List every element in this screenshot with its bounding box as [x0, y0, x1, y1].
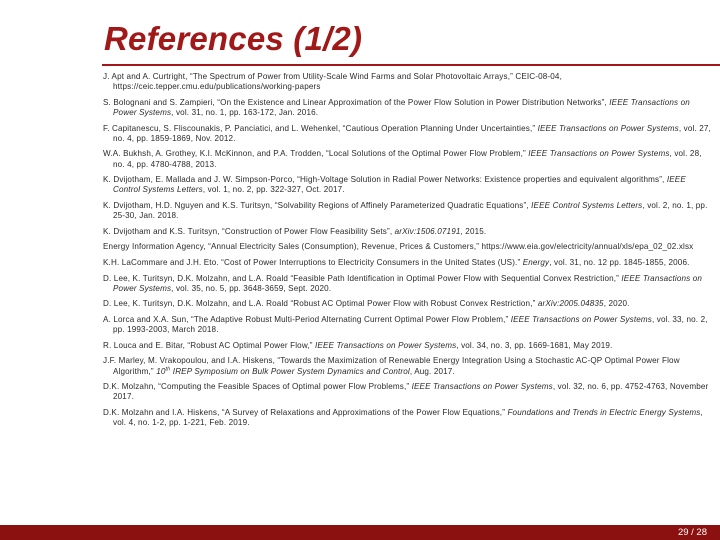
reference-text: K.H. LaCommare and J.H. Eto. “Cost of Power Interruptions to Electricity Consumers in the United States (US).” [103, 257, 523, 267]
reference-details: , vol. 4, no. 1-2, pp. 1-221, Feb. 2019. [113, 407, 703, 428]
reference-details: , 2015. [460, 226, 487, 236]
reference-item [103, 382, 711, 402]
reference-details: , vol. 33, no. 2, pp. 1993-2003, March 2018. [113, 314, 708, 335]
section-label: References [10, 502, 87, 519]
slide-title: References (1/2) [104, 20, 363, 57]
reference-venue: IEEE Transactions on Power Systems [411, 382, 553, 392]
reference-item [103, 315, 711, 335]
footer-bar [0, 525, 720, 540]
reference-text: F. Capitanescu, S. Fliscounakis, P. Panciatici, and L. Wehenkel, “Cautious Operation Planning Under Uncertainties,” [103, 123, 538, 133]
reference-venue: IEEE Transactions on Power Systems [315, 340, 457, 350]
reference-text: D. Lee, K. Turitsyn, D.K. Molzahn, and L.A. Roald “Robust AC Optimal Power Flow with Robust Convex Restriction,” [103, 299, 538, 309]
reference-text: J. Apt and A. Curtright, “The Spectrum of Power from Utility-Scale Wind Farms and Solar Photovoltaic Arrays,” CEIC-08-04, https://ceic.tepper.cmu.edu/publications/working-papers [103, 72, 562, 92]
reference-details: , vol. 2, no. 1, pp. 25-30, Jan. 2018. [113, 200, 708, 221]
reference-details: , vol. 28, no. 4, pp. 4780-4788, 2013. [113, 149, 702, 169]
title-divider [102, 64, 720, 66]
reference-text: K. Dvijotham, H.D. Nguyen and K.S. Turitsyn, “Solvability Regions of Affinely Parameterized Quadratic Equations”, [103, 200, 532, 210]
reference-details: , vol. 31, no. 12 pp. 1845-1855, 2006. [549, 257, 690, 267]
reference-item [103, 175, 711, 195]
page-number: 29 / 28 [677, 527, 707, 538]
reference-text: R. Louca and E. Bitar, “Robust AC Optimal Power Flow,” [103, 340, 316, 350]
reference-venue: IEEE Control Systems Letters [113, 175, 686, 195]
reference-details: , vol. 35, no. 5, pp. 3648-3659, Sept. 2020. [171, 283, 332, 293]
reference-text: D.K. Molzahn and I.A. Hiskens, “A Survey of Relaxations and Approximations of the Power Flow Equations,” [103, 407, 508, 417]
reference-text: A. Lorca and X.A. Sun, “The Adaptive Robust Multi-Period Alternating Current Optimal Power Flow Problem,” [103, 314, 511, 324]
reference-item [103, 274, 711, 294]
reference-text: J.F. Marley, M. Vrakopoulou, and I.A. Hiskens, “Towards the Maximization of Renewable Energy Integration Using a Stochastic AC-QP Optimal Power Flow Algorithm,” [103, 356, 680, 376]
reference-venue: 10th IREP Symposium on Bulk Power System Dynamics and Control [156, 365, 410, 376]
reference-item [103, 201, 711, 221]
reference-item [103, 98, 711, 118]
reference-text: K. Dvijotham, E. Mallada and J. W. Simpson-Porco, “High-Voltage Solution in Radial Power Networks: Existence properties and equivalent algorithms”, [103, 175, 667, 185]
reference-details: , vol. 27, no. 4, pp. 1859-1869, Nov. 2012. [113, 123, 711, 143]
reference-venue: IEEE Transactions on Power Systems [537, 123, 679, 133]
reference-item [103, 72, 711, 92]
reference-venue: arXiv:2005.04835 [537, 299, 604, 309]
reference-text: W.A. Bukhsh, A. Grothey, K.I. McKinnon, and P.A. Trodden, “Local Solutions of the Optimal Power Flow Problem,” [103, 149, 529, 159]
reference-venue: IEEE Control Systems Letters [531, 200, 643, 210]
reference-list [103, 72, 711, 434]
reference-details: , Aug. 2017. [409, 366, 455, 376]
left-sidebar [0, 66, 96, 525]
reference-venue: IEEE Transactions on Power Systems [510, 314, 652, 324]
reference-venue: IEEE Transactions on Power Systems [528, 149, 670, 159]
reference-venue: arXiv:1506.07191 [394, 226, 461, 236]
reference-venue: IEEE Transactions on Power Systems [113, 273, 703, 293]
reference-item [103, 258, 711, 268]
reference-details: , vol. 31, no. 1, pp. 163-172, Jan. 2016. [171, 108, 319, 117]
reference-details: , vol. 34, no. 3, pp. 1669-1681, May 2019. [456, 340, 613, 350]
reference-venue: IEEE Transactions on Power Systems [113, 97, 690, 117]
reference-item [103, 124, 711, 144]
reference-item [103, 149, 711, 169]
reference-item [103, 408, 711, 428]
reference-item [103, 299, 711, 309]
reference-venue: Foundations and Trends in Electric Energy Systems [507, 407, 701, 417]
reference-item [103, 242, 711, 252]
reference-text: D.K. Molzahn, “Computing the Feasible Spaces of Optimal power Flow Problems,” [103, 382, 412, 392]
reference-venue: Energy [522, 257, 550, 267]
reference-item [103, 341, 711, 351]
reference-text: D. Lee, K. Turitsyn, D.K. Molzahn, and L.A. Roald “Feasible Path Identification in Optimal Power Flow with Sequential Convex Restriction,” [103, 273, 622, 283]
reference-item [103, 356, 711, 376]
reference-text: K. Dvijotham and K.S. Turitsyn, “Construction of Power Flow Feasibility Sets”, [103, 226, 395, 236]
reference-text: Energy Information Agency, “Annual Electricity Sales (Consumption), Revenue, Prices & Customers,” https://www.eia.gov/electricity/annual/xls/epa_02_02.xlsx [103, 242, 694, 252]
reference-text: S. Bolognani and S. Zampieri, “On the Existence and Linear Approximation of the Power Flow Solution in Power Distribution Networks”, [103, 97, 610, 107]
reference-details: , vol. 32, no. 6, pp. 4752-4763, November 2017. [113, 382, 709, 402]
reference-item [103, 227, 711, 237]
reference-details: , 2020. [603, 299, 630, 309]
reference-details: , vol. 1, no. 2, pp. 322-327, Oct. 2017. [202, 185, 345, 195]
